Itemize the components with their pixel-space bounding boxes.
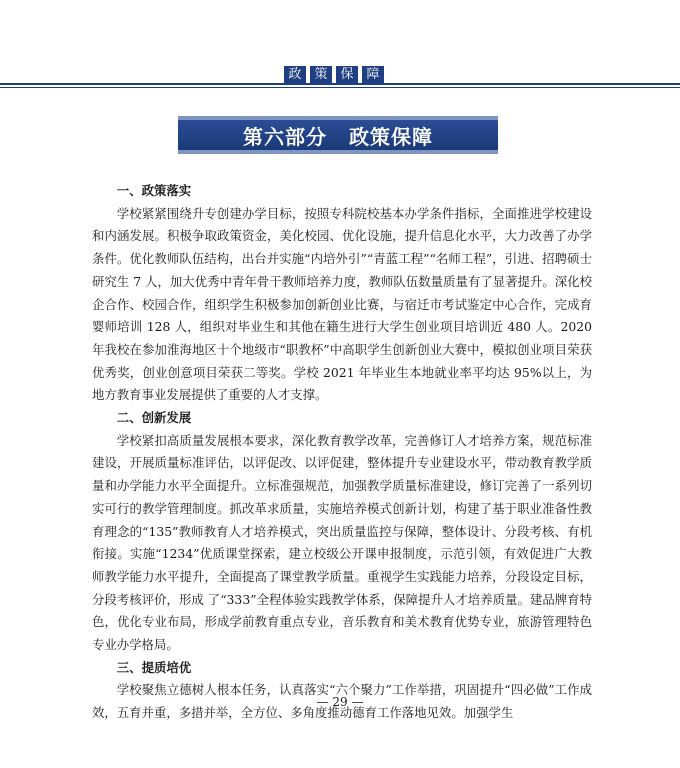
chapter-title: 政策保障 bbox=[349, 124, 433, 149]
header-char: 策 bbox=[310, 66, 332, 84]
header-char: 政 bbox=[284, 66, 306, 84]
section-heading: 三、提质培优 bbox=[116, 659, 192, 675]
section-paragraph: 学校聚焦立德树人根本任务，认真落实“六个聚力”工作举措，巩固提升“四必做”工作成效，五育并重，多措并举，全方位、多角度推动德育工作落地见效。加强学生 bbox=[92, 682, 592, 721]
header-rule bbox=[0, 83, 680, 85]
section-paragraph: 学校紧紧围绕升专创建办学目标，按照专科院校基本办学条件指标，全面推进学校建设和内涵发展。积极争取政策资金，美化校园、优化设施，提升信息化水平，大力改善了办学条件。优化教师队伍结构，出台并实施“内培外引”“青蓝工程”“名师工程”，引进、招聘硕士研究生 7 人，加大优秀中青年骨干教师培养力度，教师队伍数量质量有了显著提升。深化校企合作、校园合作，组织学生积极参加创新创业比赛，与宿迁市考试鉴定中心合作，完成育婴师培训 128 人，组织对毕业生和其他在籍生进行大学生创业项目培训近 480 人。2020 年我校在参加淮海地区十个地级市“职教杯”中高职学生创新创业大赛中，模拟创业项目荣获优秀奖，创业创意项目荣获二等奖。学校 2021 年毕业生本地就业率平均达 95%以上，为地方教育事业发展提供了重要的人才支撑。 bbox=[92, 205, 592, 403]
chapter-part: 第六部分 bbox=[243, 124, 327, 149]
header-char: 保 bbox=[336, 66, 358, 84]
header-rule-thin bbox=[0, 87, 680, 88]
section-heading: 二、创新发展 bbox=[116, 410, 192, 426]
chapter-banner bbox=[178, 116, 498, 154]
section-paragraph: 学校紧扣高质量发展根本要求，深化教育教学改革，完善修订人才培养方案，规范标准建设，开展质量标准评估，以评促改、以评促建，整体提升专业建设水平，带动教育教学质量和办学能力水平全面提升。立标准强规范，加强教学质量标准建设，修订完善了一系列切实可行的教学管理制度。抓改革求质量，实施培养模式创新计划，构建了基于职业准备性教育理念的“135”教师教育人才培养模式，突出质量监控与保障，整体设计、分段考核、有机衔接。实施“1234”优质课堂探索，建立校级公开课申报制度，示范引领，有效促进广大教师教学能力水平提升，全面提高了课堂教学质量。重视学生实践能力培养，分段设定目标，分段考核评价，形成 了“333”全程体验实践教学体系，保障提升人才培养质量。建品牌育特色，优化专业布局，形成学前教育重点专业，音乐教育和美术教育优势专业，旅游管理特色专业办学格局。 bbox=[92, 432, 592, 653]
page-number: — 29 — bbox=[316, 695, 364, 709]
running-header-title bbox=[284, 66, 384, 84]
body-text bbox=[92, 180, 592, 725]
section-heading: 一、政策落实 bbox=[116, 183, 192, 198]
header-char: 障 bbox=[362, 66, 384, 84]
running-header bbox=[0, 62, 680, 90]
